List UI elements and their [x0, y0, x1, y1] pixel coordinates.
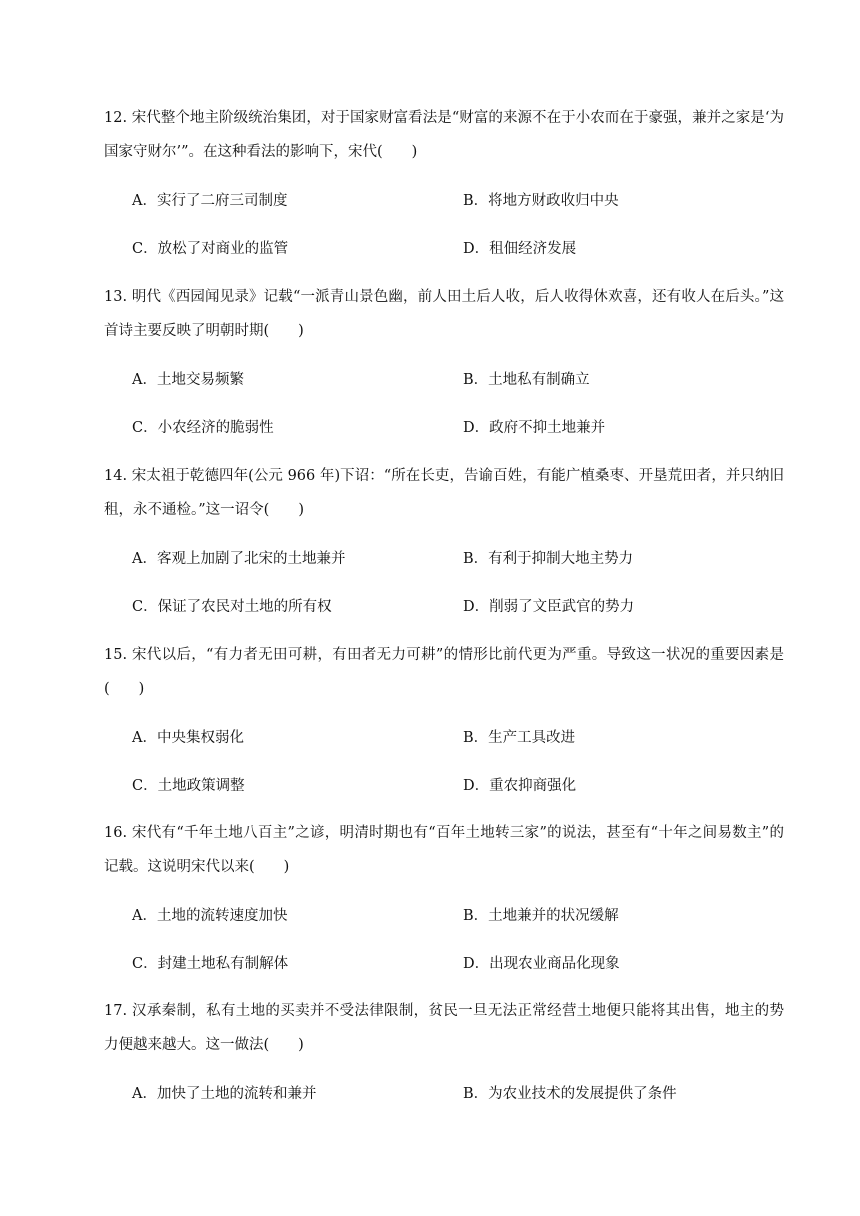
- question-16: [104, 816, 784, 988]
- options-row: [104, 940, 784, 988]
- question-number: 16.: [104, 825, 128, 841]
- question-14: [104, 459, 784, 631]
- options-row: [104, 356, 784, 404]
- option-d: D．租佃经济发展: [463, 241, 577, 257]
- options-row: [104, 535, 784, 583]
- option-d: D．出现农业商品化现象: [463, 956, 620, 972]
- options-row: [104, 583, 784, 631]
- option-c: C．土地政策调整: [132, 778, 245, 794]
- option-b: B．土地私有制确立: [463, 372, 590, 388]
- question-13: [104, 280, 784, 452]
- question-number: 13.: [104, 289, 128, 305]
- question-number: 17.: [104, 1003, 128, 1019]
- question-text: 明代《西园闻见录》记载“一派青山景色幽，前人田土后人收，后人收得休欢喜，还有收人在后头。”这首诗主要反映了明朝时期( ): [104, 289, 785, 339]
- option-b: B．生产工具改进: [463, 730, 576, 746]
- option-d: D．政府不抑土地兼并: [463, 420, 606, 436]
- question-number: 12.: [104, 110, 128, 126]
- option-b: B．将地方财政收归中央: [463, 193, 619, 209]
- option-a: A．加快了土地的流转和兼并: [132, 1086, 317, 1102]
- question-stem: [104, 816, 784, 884]
- question-stem: [104, 994, 784, 1062]
- option-c: C．封建土地私有制解体: [132, 956, 289, 972]
- question-15: [104, 638, 784, 810]
- options-row: [104, 404, 784, 452]
- option-d: D．削弱了文臣武官的势力: [463, 599, 635, 615]
- question-12: [104, 101, 784, 273]
- question-stem: [104, 459, 784, 527]
- question-stem: [104, 101, 784, 169]
- question-17: [104, 994, 784, 1118]
- question-text: 宋代整个地主阶级统治集团，对于国家财富看法是“财富的来源不在于小农而在于豪强，兼并之家是‘为国家守财尔’”。在这种看法的影响下，宋代( ): [104, 110, 784, 160]
- option-b: B．为农业技术的发展提供了条件: [463, 1086, 677, 1102]
- question-stem: [104, 638, 784, 706]
- option-a: A．客观上加剧了北宋的土地兼并: [132, 551, 346, 567]
- question-text: 宋代以后，“有力者无田可耕，有田者无力可耕”的情形比前代更为严重。导致这一状况的重要因素是( ): [104, 647, 784, 697]
- option-a: A．中央集权弱化: [132, 730, 244, 746]
- option-b: B．有利于抑制大地主势力: [463, 551, 634, 567]
- options-row: [104, 177, 784, 225]
- option-a: A．土地的流转速度加快: [132, 908, 288, 924]
- question-text: 汉承秦制，私有土地的买卖并不受法律限制，贫民一旦无法正常经营土地便只能将其出售，地主的势力便越来越大。这一做法( ): [104, 1003, 784, 1053]
- options-row: [104, 762, 784, 810]
- option-a: A．土地交易频繁: [132, 372, 244, 388]
- options-row: [104, 714, 784, 762]
- option-c: C．放松了对商业的监管: [132, 241, 289, 257]
- options-row: [104, 1070, 784, 1118]
- options-row: [104, 225, 784, 273]
- option-c: C．小农经济的脆弱性: [132, 420, 274, 436]
- question-number: 15.: [104, 647, 128, 663]
- question-number: 14.: [104, 468, 128, 484]
- question-stem: [104, 280, 784, 348]
- question-text: 宋太祖于乾德四年(公元 966 年)下诏：“所在长吏，告谕百姓，有能广植桑枣、开垦荒田者，并只纳旧租，永不通检。”这一诏令( ): [104, 468, 785, 518]
- option-b: B．土地兼并的状况缓解: [463, 908, 619, 924]
- option-a: A．实行了二府三司制度: [132, 193, 288, 209]
- options-row: [104, 892, 784, 940]
- question-text: 宋代有“千年土地八百主”之谚，明清时期也有“百年土地转三家”的说法，甚至有“十年之间易数主”的记载。这说明宋代以来( ): [104, 825, 785, 875]
- option-d: D．重农抑商强化: [463, 778, 577, 794]
- option-c: C．保证了农民对土地的所有权: [132, 599, 332, 615]
